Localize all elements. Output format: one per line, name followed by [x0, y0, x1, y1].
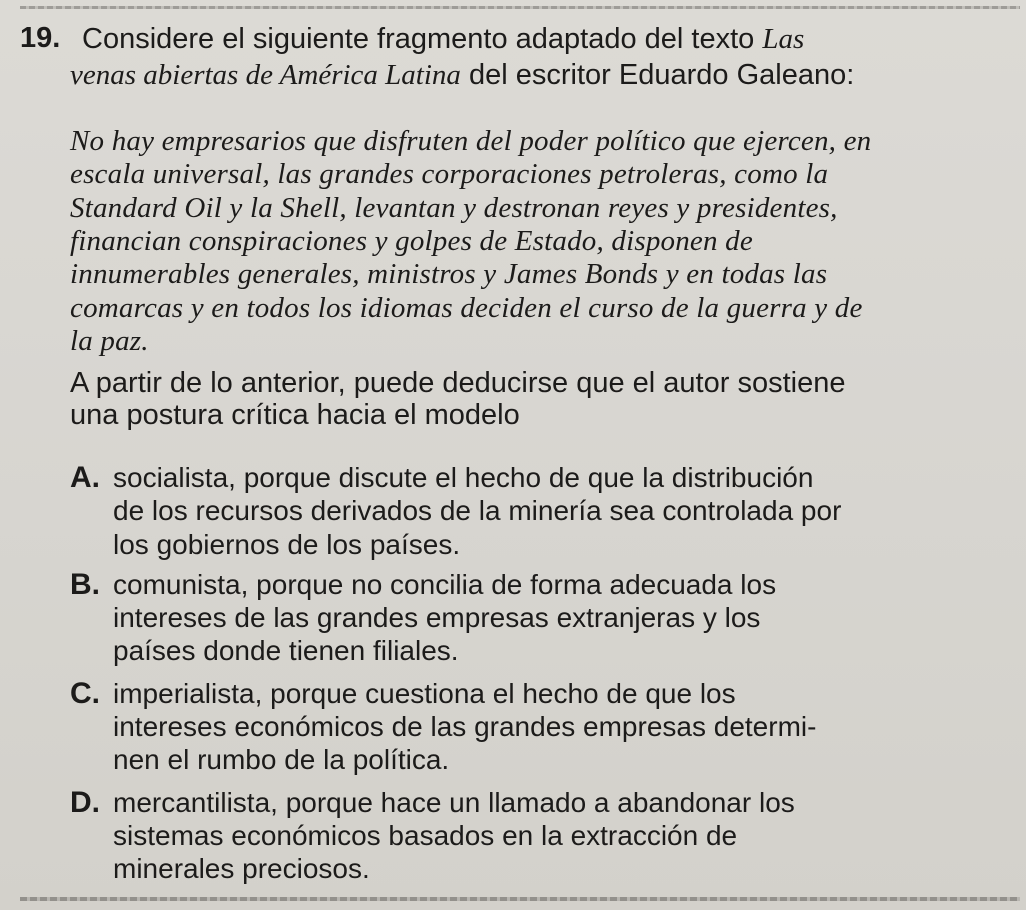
option-line: mercantilista, porque hace un llamado a abandonar los — [113, 787, 795, 818]
question-number: 19. — [20, 22, 61, 54]
option-letter: C. — [70, 677, 100, 710]
quote-line: escala universal, las grandes corporaciones petroleras, como la — [70, 158, 829, 190]
question-author-text: del escritor Eduardo Galeano: — [468, 59, 855, 91]
option-line: comunista, porque no concilia de forma adecuada los — [113, 569, 777, 600]
option-letter: D. — [70, 786, 100, 819]
option-letter: A. — [70, 461, 100, 494]
option-line: de los recursos derivados de la minería sea controlada por — [113, 495, 842, 526]
question-intro-line-1 — [82, 21, 804, 57]
option-line: intereses de las grandes empresas extranjeras y los — [113, 602, 761, 633]
option-line: sistemas económicos basados en la extracción de — [113, 820, 738, 851]
quote-line: la paz. — [70, 325, 149, 357]
option-line: nen el rumbo de la política. — [113, 744, 450, 775]
option-line: intereses económicos de las grandes empresas determi- — [113, 711, 817, 742]
option-line: los gobiernos de los países. — [113, 529, 461, 560]
prompt-line: A partir de lo anterior, puede deducirse que el autor sostiene — [70, 367, 846, 399]
book-title-part-1: Las — [762, 23, 805, 55]
quote-line: financian conspiraciones y golpes de Estado, disponen de — [70, 225, 753, 257]
quote-line: innumerables generales, ministros y James Bonds y en todas las — [70, 258, 828, 290]
quote-line: comarcas y en todos los idiomas deciden el curso de la guerra y de — [70, 292, 863, 324]
option-line: socialista, porque discute el hecho de que la distribución — [113, 462, 814, 493]
option-line: imperialista, porque cuestiona el hecho de que los — [113, 678, 736, 709]
question-intro-text: Considere el siguiente fragmento adaptado del texto — [82, 23, 755, 55]
page-top-edge — [20, 6, 1020, 9]
option-line: minerales preciosos. — [113, 853, 370, 884]
option-line: países donde tienen filiales. — [113, 635, 459, 666]
option-letter: B. — [70, 568, 100, 601]
book-title-part-2: venas abiertas de América Latina — [70, 59, 461, 91]
page-bottom-edge — [20, 897, 1020, 901]
quote-line: No hay empresarios que disfruten del poder político que ejercen, en — [70, 125, 872, 157]
quote-line: Standard Oil y la Shell, levantan y destronan reyes y presidentes, — [70, 192, 838, 224]
prompt-line: una postura crítica hacia el modelo — [70, 399, 520, 431]
question-intro-line-2 — [70, 57, 854, 93]
